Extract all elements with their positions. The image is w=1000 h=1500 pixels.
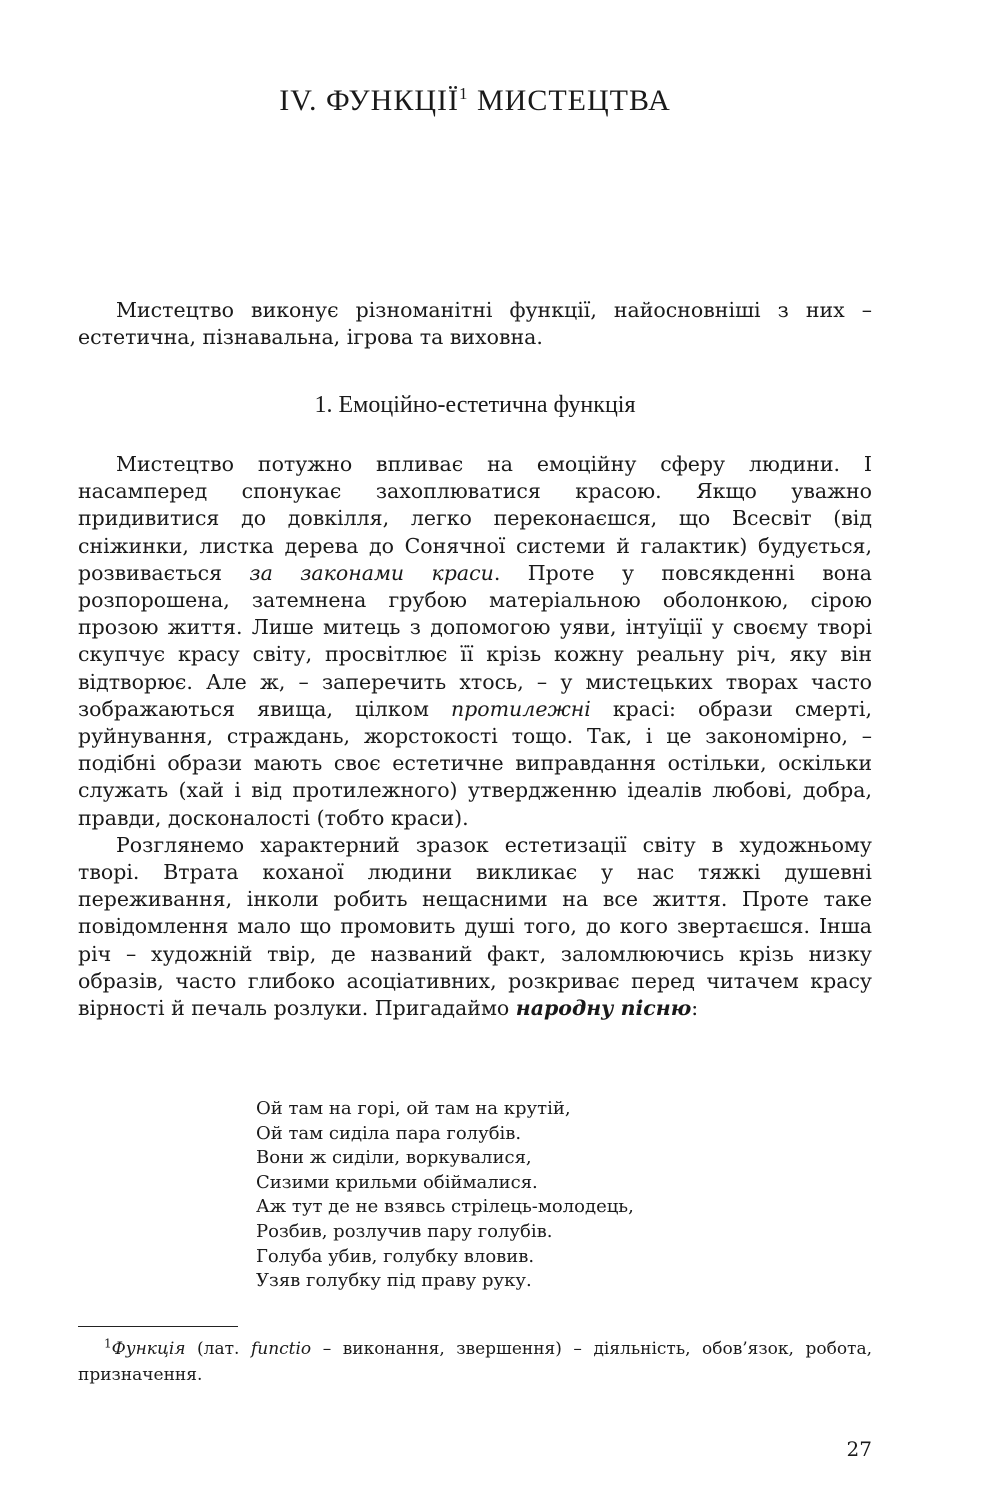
paragraph-text: красі: образи смерті, руйнування, страждань, жорстокості тощо. Так, і це закономірно, – подібні образи мають своє естетичне виправдання остільки, оскільки служать (хай і від протилежного) утвердженню ідеалів любові, добра, правди, досконалості (тобто краси). xyxy=(78,696,872,830)
page-number: 27 xyxy=(846,1437,872,1461)
poem-line: Вони ж сиділи, воркувалися, xyxy=(256,1147,532,1169)
footnote-text: (лат. xyxy=(185,1339,251,1359)
poem-line: Голуба убив, голубку вловив. xyxy=(256,1245,535,1267)
emphasis-text: народну пісню xyxy=(515,996,692,1021)
poem-line: Ой там сиділа пара голубів. xyxy=(256,1122,522,1144)
emphasis-text: протилежні xyxy=(450,696,591,721)
folk-song-poem xyxy=(256,1097,816,1294)
paragraph-text: . Проте у повсякденні вона розпорошена, затемнена грубою матеріальною оболонкою, сірою прозою життя. Лише митець з допомогою уяви, інтуїції у своєму творі скупчує красу світу, просвітлює її крізь кожну реальну річ, яку він відтворює. Але ж, – заперечить хтось, – у мистецьких творах часто зображаються явища, цілком xyxy=(78,560,872,721)
footnote-reference: 1 xyxy=(458,84,469,103)
emphasis-text: за законами краси xyxy=(249,560,494,585)
book-page xyxy=(78,0,872,1500)
chapter-title-text-end: МИСТЕЦТВА xyxy=(468,84,671,117)
footnote-divider xyxy=(78,1326,238,1327)
section-body xyxy=(78,451,872,1022)
paragraph-example xyxy=(78,832,872,1022)
paragraph-text: : xyxy=(691,996,699,1021)
poem-line: Узяв голубку під праву руку. xyxy=(256,1270,532,1292)
footnote xyxy=(78,1337,872,1388)
poem-line: Ой там на горі, ой там на крутій, xyxy=(256,1098,571,1119)
paragraph-text: Мистецтво потужно впливає на емоційну сферу людини. І насамперед спонукає захоплюватися красою. Якщо уважно придивитися до довкілля, легко переконаєшся, що Всесвіт (від сніжинки, листка дерева до Сонячної системи й галактик) будується, розвивається xyxy=(78,452,872,585)
poem-line: Аж тут де не взявсь стрілець-молодець, xyxy=(256,1196,634,1218)
footnote-term: Функція xyxy=(111,1339,186,1359)
paragraph-aesthetic xyxy=(78,451,872,832)
footnote-text: – виконання, звершення) – діяльність, обов’язок, робота, призначення. xyxy=(78,1339,872,1385)
chapter-title-text: IV. ФУНКЦІЇ xyxy=(279,84,459,117)
section-title: 1. Емоційно-естетична функція xyxy=(314,392,636,418)
footnote-marker: 1 xyxy=(104,1336,112,1351)
poem-line: Сизими крильми обіймалися. xyxy=(256,1171,538,1193)
paragraph-text: Розглянемо характерний зразок естетизації світу в художньому творі. Втрата коханої людини викликає у нас тяжкі душевні переживання, інколи робить нещасними на все життя. Проте таке повідомлення мало що промовить душі того, до кого звертаєшся. Інша річ – художній твір, де названий факт, заломлюючись крізь низку образів, часто глибоко асоціативних, розкриває перед читачем красу вірності й печаль розлуки. Пригадаймо xyxy=(78,832,872,1021)
poem-line: Розбив, розлучив пару голубів. xyxy=(256,1220,553,1242)
intro-paragraph: Мистецтво виконує різноманітні функції, найосновніші з них – естетична, пізнавальна, ігрова та виховна. xyxy=(78,298,872,350)
footnote-latin: functio xyxy=(250,1339,312,1359)
chapter-title xyxy=(78,84,872,118)
